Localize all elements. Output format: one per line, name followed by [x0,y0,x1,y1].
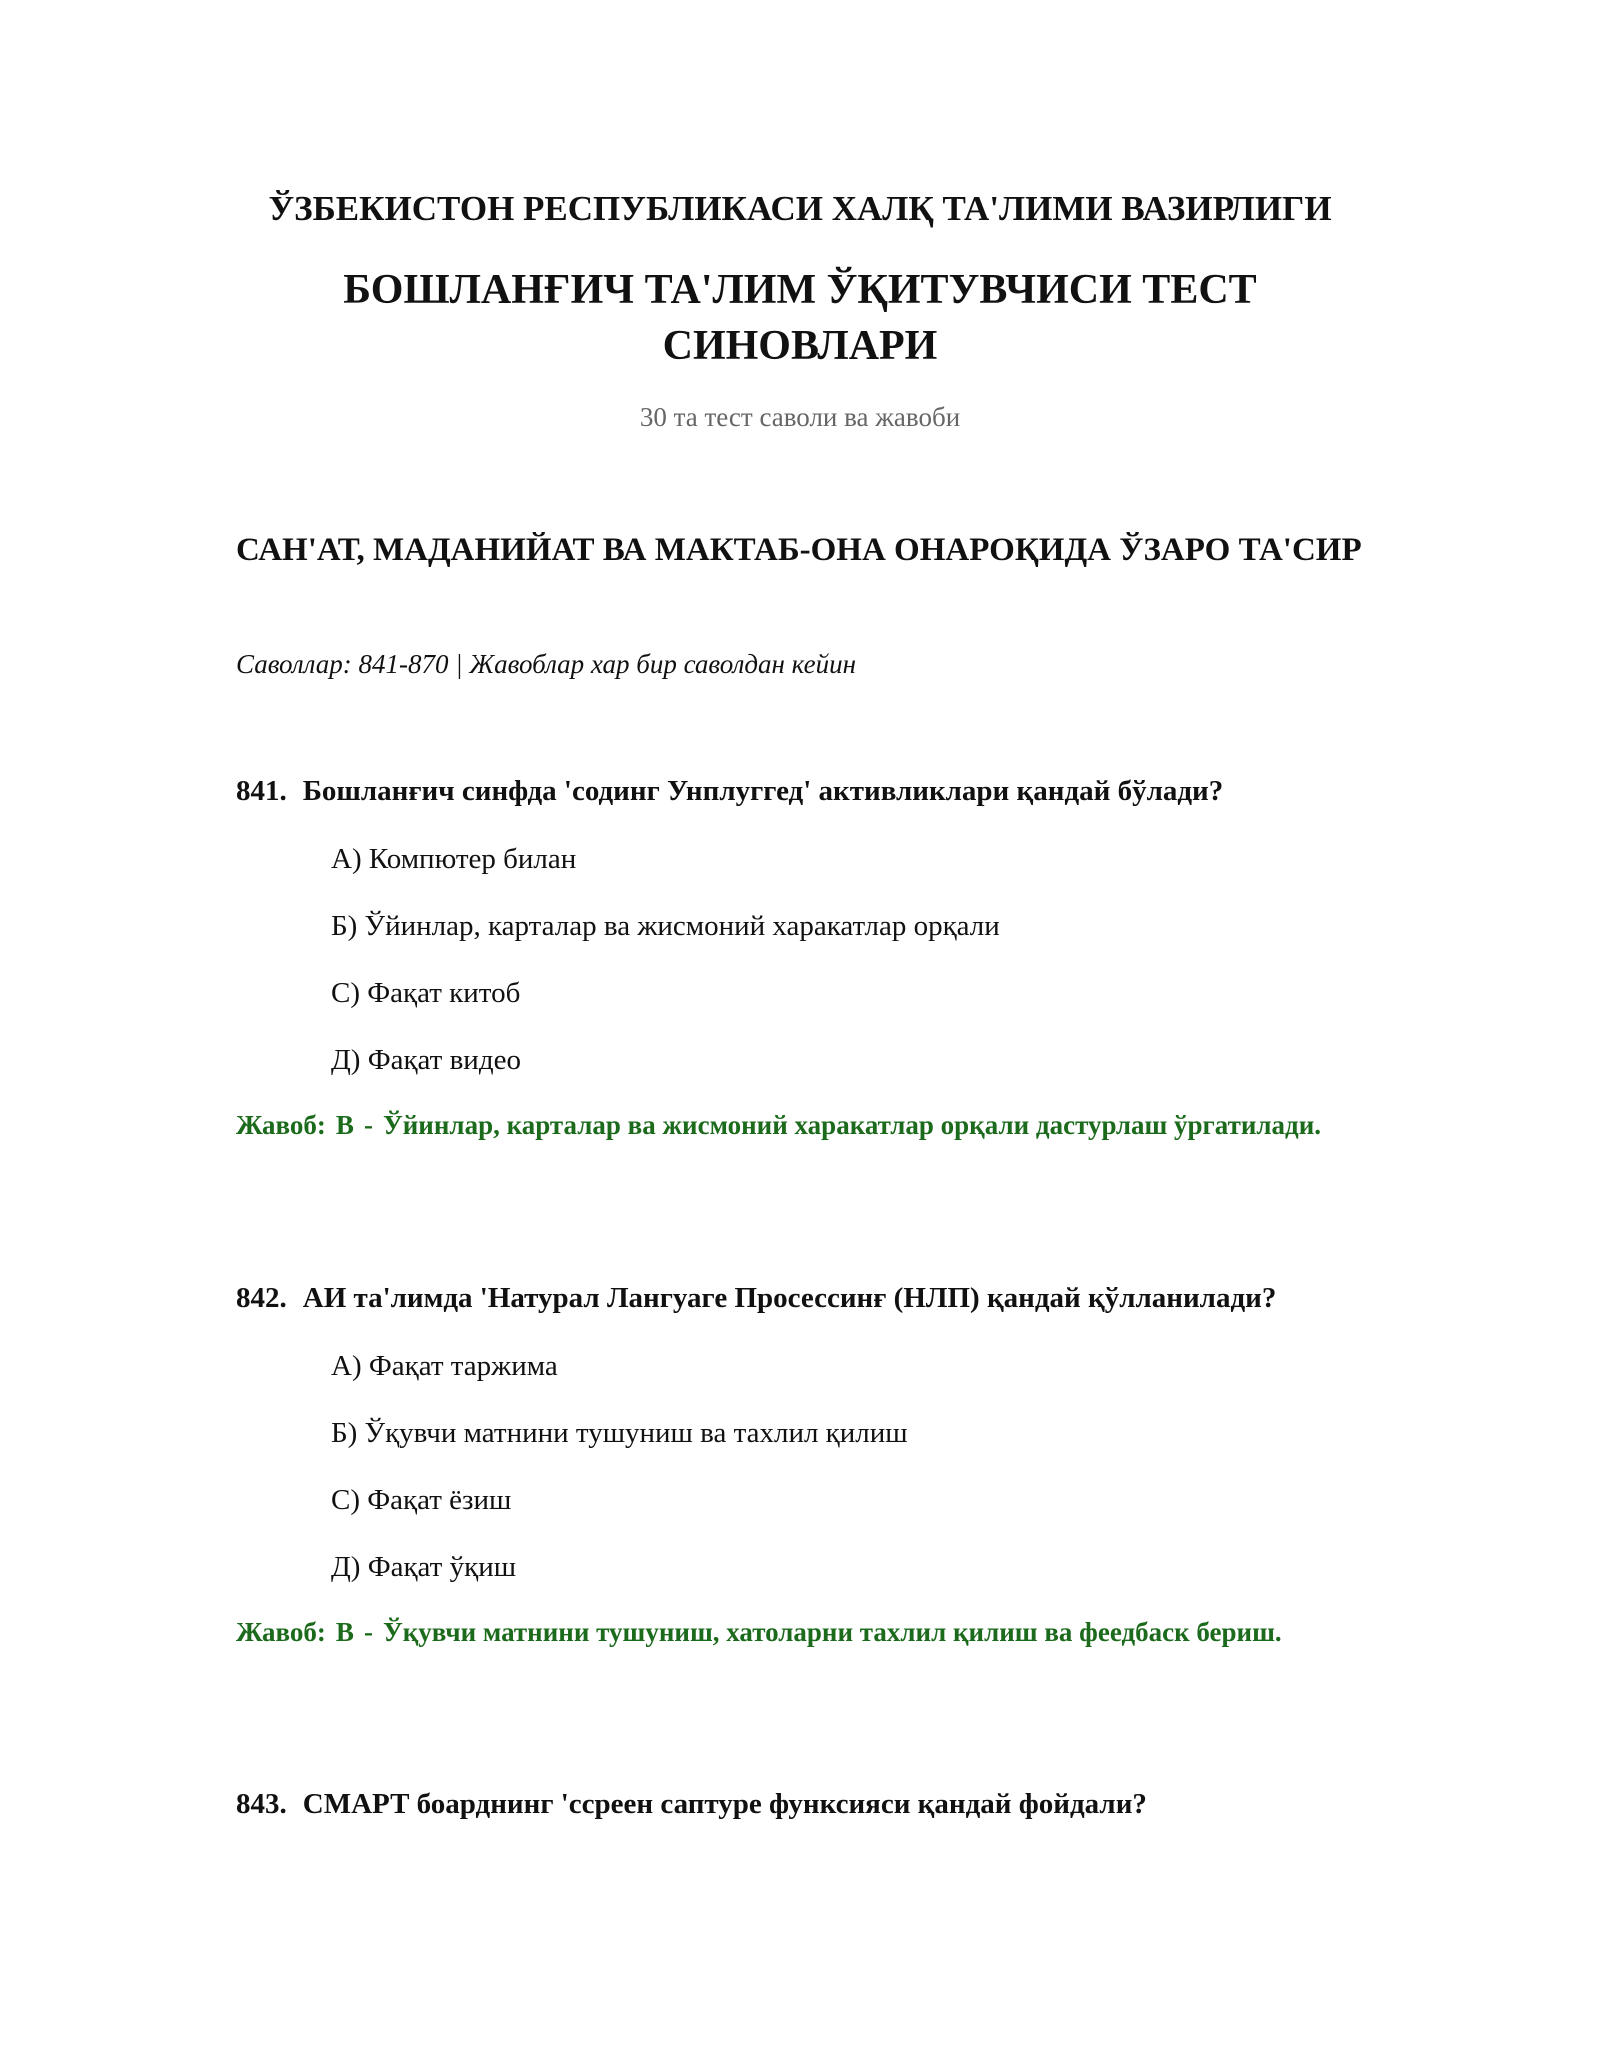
option-a: А) Фақат таржима [331,1350,558,1382]
option-c: С) Фақат китоб [331,977,521,1009]
section-title: САН'АТ, МАДАНИЙАТ ВА МАКТАБ-ОНА ОНАРОҚИДА ЎЗАРО ТА'СИР [236,532,1362,568]
section-meta: Саволлар: 841-870 | Жавоблар хар бир саволдан кейин [236,649,857,679]
option-c: С) Фақат ёзиш [331,1484,512,1516]
question-842 [236,1279,1396,1317]
answer-label: Жавоб: [236,1110,326,1140]
answer-label: Жавоб: [236,1617,326,1647]
answer-letter: В [335,1617,354,1647]
answer-842 [236,1613,1336,1651]
answer-text: Ўқувчи матнини тушуниш, хатоларни тахлил қилиш ва феедбаск бериш. [382,1617,1282,1647]
question-number: 841. [236,775,287,807]
document-title: БОШЛАНҒИЧ ТА'ЛИМ ЎҚИТУВЧИСИ ТЕСТ СИНОВЛАРИ [343,267,1257,369]
question-number: 843. [236,1788,287,1820]
answer-text: Ўйинлар, карталар ва жисмоний харакатлар орқали дастурлаш ўргатилади. [382,1110,1322,1140]
option-b: Б) Ўқувчи матнини тушуниш ва тахлил қилиш [331,1417,908,1449]
answer-letter: В [335,1110,354,1140]
ministry-heading: ЎЗБЕКИСТОН РЕСПУБЛИКАСИ ХАЛҚ ТА'ЛИМИ ВАЗИРЛИГИ [268,189,1332,228]
option-d: Д) Фақат ўқиш [331,1551,517,1583]
answer-dash: - [363,1617,373,1647]
question-text: СМАРТ боарднинг 'ссреен саптуре функсияси қандай фойдали? [302,1788,1147,1820]
question-843 [236,1785,1396,1823]
question-number: 842. [236,1282,287,1314]
answer-dash: - [363,1110,373,1140]
question-841 [236,772,1396,810]
answer-841 [236,1106,1336,1144]
option-d: Д) Фақат видео [331,1044,521,1076]
option-a: А) Компютер билан [331,843,577,875]
option-b: Б) Ўйинлар, карталар ва жисмоний харакатлар орқали [331,910,1000,942]
document-subtitle: 30 та тест саволи ва жавоби [639,402,961,432]
question-text: АИ та'лимда 'Натурал Лангуаге Просессинғ (НЛП) қандай қўлланилади? [302,1282,1277,1314]
question-text: Бошланғич синфда 'содинг Унплуггед' активликлари қандай бўлади? [302,775,1224,807]
